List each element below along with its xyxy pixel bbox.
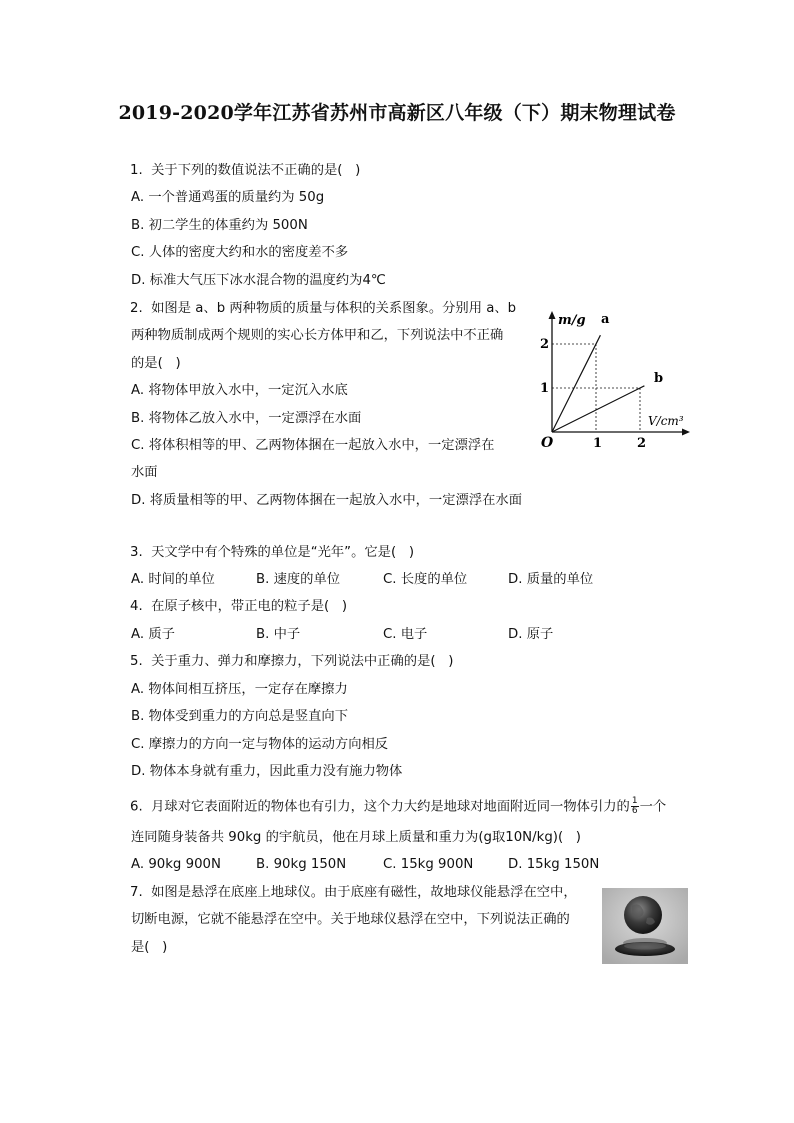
- question-4-option-d: D. 原子: [508, 627, 554, 642]
- question-4-option-a: A. 质子: [131, 627, 175, 642]
- question-2-option-d: D. 将质量相等的甲、乙两物体捆在一起放入水中，一定漂浮在水面: [131, 493, 523, 508]
- question-5-option-a: A. 物体间相互挤压，一定存在摩擦力: [131, 682, 348, 697]
- question-7-stem-line-2: 切断电源，它就不能悬浮在空中。关于地球仪悬浮在空中，下列说法正确的: [131, 912, 570, 927]
- question-3-option-b: B. 速度的单位: [256, 572, 341, 587]
- question-1-option-b: B. 初二学生的体重约为 500N: [131, 218, 308, 233]
- question-6-stem-text-b: 一个: [639, 799, 667, 815]
- question-5-stem: 5. 关于重力、弹力和摩擦力，下列说法中正确的是( ): [130, 654, 454, 669]
- series-b-line: [552, 386, 644, 432]
- question-6-option-a: A. 90kg 900N: [131, 857, 221, 872]
- question-7-stem-line-3: 是( ): [131, 940, 168, 955]
- question-4-option-c: C. 电子: [383, 627, 428, 642]
- question-6-option-b: B. 90kg 150N: [256, 857, 347, 872]
- question-4-stem: 4. 在原子核中，带正电的粒子是( ): [130, 599, 348, 614]
- question-2-option-a: A. 将物体甲放入水中，一定沉入水底: [131, 383, 348, 398]
- y-axis-arrow: [549, 311, 556, 319]
- question-3-option-a: A. 时间的单位: [131, 572, 215, 587]
- question-1-option-c: C. 人体的密度大约和水的密度差不多: [131, 245, 349, 260]
- question-1-option-a: A. 一个普通鸡蛋的质量约为 50g: [131, 190, 325, 205]
- question-6-stem-line-2: 连同随身装备共 90kg 的宇航员，他在月球上质量和重力为(g取10N/kg)( ): [131, 830, 581, 845]
- question-2-stem-line-1: 2. 如图是 a、b 两种物质的质量与体积的关系图象。分别用 a、b: [130, 301, 517, 316]
- question-6-option-c: C. 15kg 900N: [383, 857, 474, 872]
- fraction-denominator: 6: [631, 806, 638, 816]
- question-1-stem: 1. 关于下列的数值说法不正确的是( ): [130, 163, 361, 178]
- series-b-label: b: [654, 371, 664, 386]
- series-a-label: a: [601, 312, 610, 327]
- question-6-option-d: D. 15kg 150N: [508, 857, 600, 872]
- question-2-stem-line-3: 的是( ): [131, 356, 181, 371]
- question-2-option-c-continued: 水面: [131, 465, 158, 480]
- one-sixth-fraction: [631, 797, 639, 816]
- question-2-option-b: B. 将物体乙放入水中，一定漂浮在水面: [131, 411, 362, 426]
- question-7-stem-line-1: 7. 如图是悬浮在底座上地球仪。由于底座有磁性，故地球仪能悬浮在空中，: [130, 885, 577, 900]
- question-5-option-d: D. 物体本身就有重力，因此重力没有施力物体: [131, 764, 403, 779]
- question-4-option-b: B. 中子: [256, 627, 301, 642]
- question-3-option-c: C. 长度的单位: [383, 572, 468, 587]
- question-2-option-c: C. 将体积相等的甲、乙两物体捆在一起放入水中，一定漂浮在: [131, 438, 495, 453]
- mass-volume-graph: [530, 305, 700, 455]
- question-5-option-c: C. 摩擦力的方向一定与物体的运动方向相反: [131, 737, 389, 752]
- question-1-option-d: D. 标准大气压下冰水混合物的温度约为4℃: [131, 273, 386, 288]
- question-2-stem-line-2: 两种物质制成两个规则的实心长方体甲和乙，下列说法中不正确: [131, 328, 504, 343]
- y-tick-label-1: 1: [540, 381, 550, 396]
- y-axis-label: m/g: [558, 313, 586, 328]
- question-6-stem-line-1: [130, 797, 666, 817]
- question-5-option-b: B. 物体受到重力的方向总是竖直向下: [131, 709, 349, 724]
- origin-label: O: [541, 435, 554, 451]
- series-a-line: [552, 335, 600, 432]
- question-3-stem: 3. 天文学中有个特殊的单位是“光年”。它是( ): [130, 545, 415, 560]
- x-axis-arrow: [682, 429, 690, 436]
- y-tick-label-2: 2: [540, 337, 550, 352]
- question-3-option-d: D. 质量的单位: [508, 572, 594, 587]
- page-title: 2019-2020学年江苏省苏州市高新区八年级（下）期末物理试卷: [118, 102, 676, 124]
- fraction-numerator: 1: [631, 796, 638, 806]
- x-tick-label-2: 2: [637, 436, 647, 451]
- x-tick-label-1: 1: [593, 436, 603, 451]
- x-axis-label: V/cm³: [648, 414, 684, 428]
- levitating-globe-photo: [602, 888, 688, 964]
- question-6-stem-text-a: 6. 月球对它表面附近的物体也有引力，这个力大约是地球对地面附近同一物体引力的: [130, 799, 630, 815]
